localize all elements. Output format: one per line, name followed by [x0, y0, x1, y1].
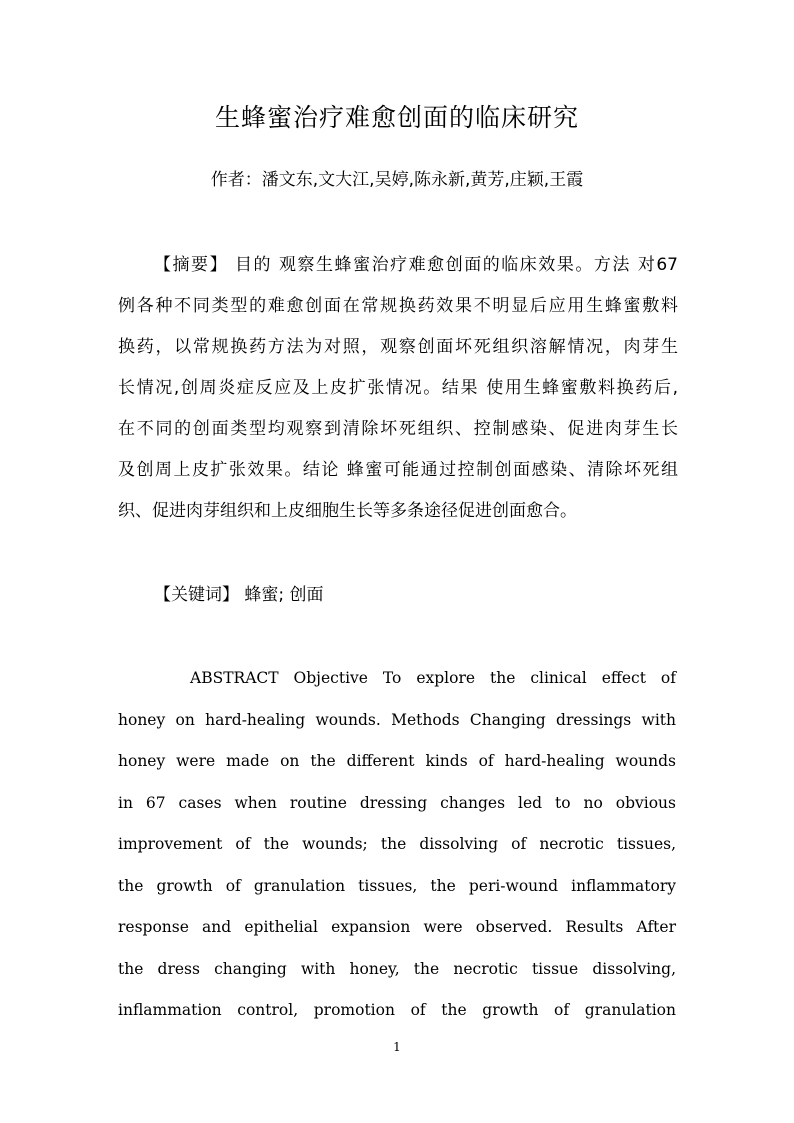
author-line: 作者：潘文东,文大江,吴婷,陈永新,黄芳,庄颖,王霞: [210, 170, 584, 190]
english-abstract-line: honey on hard-healing wounds. Methods Changing dressings with: [118, 710, 676, 729]
english-abstract-line: ABSTRACT Objective To explore the clinical effect of: [190, 669, 676, 687]
english-abstract-line: honey were made on the different kinds of hard-healing wounds: [118, 752, 676, 770]
keywords-section: [118, 575, 678, 616]
page-number: 1: [393, 1040, 401, 1054]
abstract-line: 在不同的创面类型均观察到清除坏死组织、控制感染、促进肉芽生长: [118, 419, 678, 439]
abstract-line: 织、促进肉芽组织和上皮细胞生长等多条途径促进创面愈合。: [118, 501, 577, 521]
abstract-line: 例各种不同类型的难愈创面在常规换药效果不明显后应用生蜂蜜敷料: [118, 296, 678, 316]
document-title: 生蜂蜜治疗难愈创面的临床研究: [214, 103, 579, 132]
english-abstract-line: inflammation control, promotion of the growth of granulation: [118, 1001, 676, 1019]
english-abstract-line: response and epithelial expansion were observed. Results After: [118, 918, 676, 936]
english-abstract-line: in 67 cases when routine dressing changes led to no obvious: [118, 793, 676, 812]
english-abstract-line: the dress changing with honey, the necrotic tissue dissolving,: [118, 959, 676, 978]
abstract-line: 及创周上皮扩张效果。结论 蜂蜜可能通过控制创面感染、清除坏死组: [118, 460, 678, 480]
english-abstract-line: improvement of the wounds; the dissolving of necrotic tissues,: [118, 835, 676, 853]
keywords-line: 【关键词】 蜂蜜; 创面: [154, 585, 324, 605]
abstract-line: 【摘要】 目的 观察生蜂蜜治疗难愈创面的临床效果。方法 对67: [154, 255, 678, 275]
chinese-abstract: [118, 245, 678, 532]
english-abstract-line: the growth of granulation tissues, the peri-wound inflammatory: [118, 876, 676, 895]
english-abstract: [118, 658, 676, 1032]
abstract-line: 长情况,创周炎症反应及上皮扩张情况。结果 使用生蜂蜜敷料换药后,: [118, 378, 678, 398]
abstract-line: 换药，以常规换药方法为对照，观察创面坏死组织溶解情况，肉芽生: [118, 337, 678, 357]
